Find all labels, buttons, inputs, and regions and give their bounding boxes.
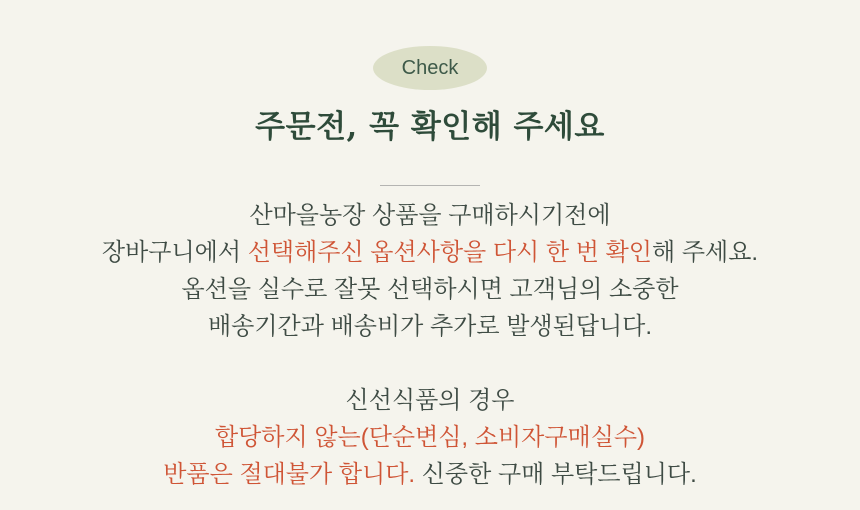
text-line: [102, 382, 758, 419]
text-segment: 해 주세요.: [652, 238, 759, 266]
text-segment: 옵션을 실수로 잘못 선택하시면 고객님의 소중한: [181, 275, 679, 303]
text-segment: 배송기간과 배송비가 추가로 발생된답니다.: [208, 312, 652, 340]
text-segment: 신선식품의 경우: [345, 386, 515, 414]
text-segment: 반품은 절대불가 합니다.: [163, 460, 416, 488]
text-line: [102, 234, 758, 271]
check-badge-label: Check: [401, 57, 459, 79]
text-segment: 신중한 구매 부탁드립니다.: [415, 460, 697, 488]
text-segment: 장바구니에서: [101, 238, 248, 266]
text-line: [102, 456, 758, 493]
page-title: 주문전, 꼭 확인해 주세요: [255, 109, 605, 145]
notice-body: [102, 197, 758, 493]
text-line: [102, 419, 758, 456]
divider: [380, 185, 480, 186]
text-segment: 산마을농장 상품을 구매하시기전에: [249, 201, 611, 229]
text-line: [102, 197, 758, 234]
text-segment: 합당하지 않는(단순변심, 소비자구매실수): [214, 423, 646, 451]
paragraph-gap: [102, 345, 758, 382]
text-segment: 선택해주신 옵션사항을 다시 한 번 확인: [247, 238, 652, 266]
paragraph-fresh-food: [102, 382, 758, 493]
text-line: [102, 271, 758, 308]
check-badge: [373, 46, 487, 90]
paragraph-order-check: [102, 197, 758, 345]
text-line: [102, 308, 758, 345]
